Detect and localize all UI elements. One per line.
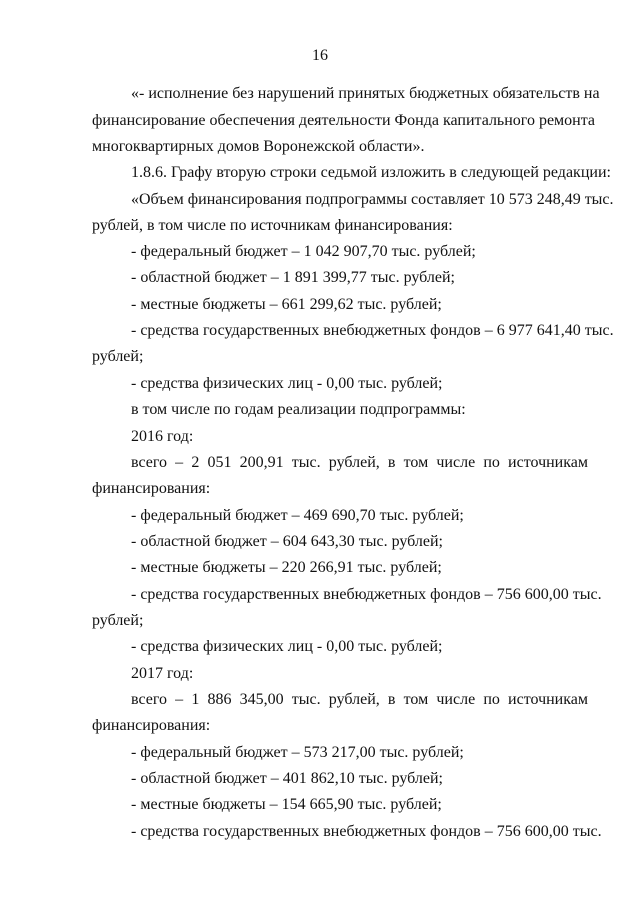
text-line: - средства государственных внебюджетных фондов – 756 600,00 тыс. (131, 586, 602, 603)
text-line: в том числе по годам реализации подпрограммы: (131, 401, 466, 418)
text-line: финансирование обеспечения деятельности Фонда капитального ремонта (92, 112, 596, 129)
text-line: - местные бюджеты – 154 665,90 тыс. рублей; (131, 796, 442, 813)
text-line: - средства физических лиц - 0,00 тыс. рублей; (131, 638, 443, 655)
text-line: рублей, в том числе по источникам финансирования: (92, 217, 453, 234)
text-line: финансирования: (92, 480, 211, 497)
text-line: - областной бюджет – 604 643,30 тыс. рублей; (131, 533, 443, 550)
text-line: финансирования: (92, 717, 211, 734)
text-line: всего – 2 051 200,91 тыс. рублей, в том числе по источникам (131, 454, 588, 471)
page-number: 16 (312, 47, 328, 64)
text-line: - средства физических лиц - 0,00 тыс. рублей; (131, 375, 443, 392)
text-line: 2016 год: (131, 428, 194, 445)
text-line: - федеральный бюджет – 1 042 907,70 тыс. рублей; (131, 243, 476, 260)
text-line: - федеральный бюджет – 573 217,00 тыс. рублей; (131, 744, 464, 761)
text-line: 1.8.6. Графу вторую строки седьмой изложить в следующей редакции: (131, 164, 611, 181)
text-line: - областной бюджет – 401 862,10 тыс. рублей; (131, 770, 443, 787)
text-line: - областной бюджет – 1 891 399,77 тыс. рублей; (131, 269, 455, 286)
text-line: рублей; (92, 348, 144, 365)
text-line: «- исполнение без нарушений принятых бюджетных обязательств на (131, 85, 600, 102)
text-line: 2017 год: (131, 665, 194, 682)
text-line: рублей; (92, 612, 144, 629)
text-line: - местные бюджеты – 220 266,91 тыс. рублей; (131, 559, 442, 576)
text-line: - местные бюджеты – 661 299,62 тыс. рублей; (131, 296, 442, 313)
text-line: - средства государственных внебюджетных фондов – 6 977 641,40 тыс. (131, 322, 614, 339)
text-line: - средства государственных внебюджетных фондов – 756 600,00 тыс. (131, 823, 602, 840)
text-line: - федеральный бюджет – 469 690,70 тыс. рублей; (131, 507, 464, 524)
text-line: многоквартирных домов Воронежской области». (92, 138, 425, 155)
text-line: «Объем финансирования подпрограммы составляет 10 573 248,49 тыс. (131, 191, 614, 208)
text-line: всего – 1 886 345,00 тыс. рублей, в том числе по источникам (131, 691, 588, 708)
